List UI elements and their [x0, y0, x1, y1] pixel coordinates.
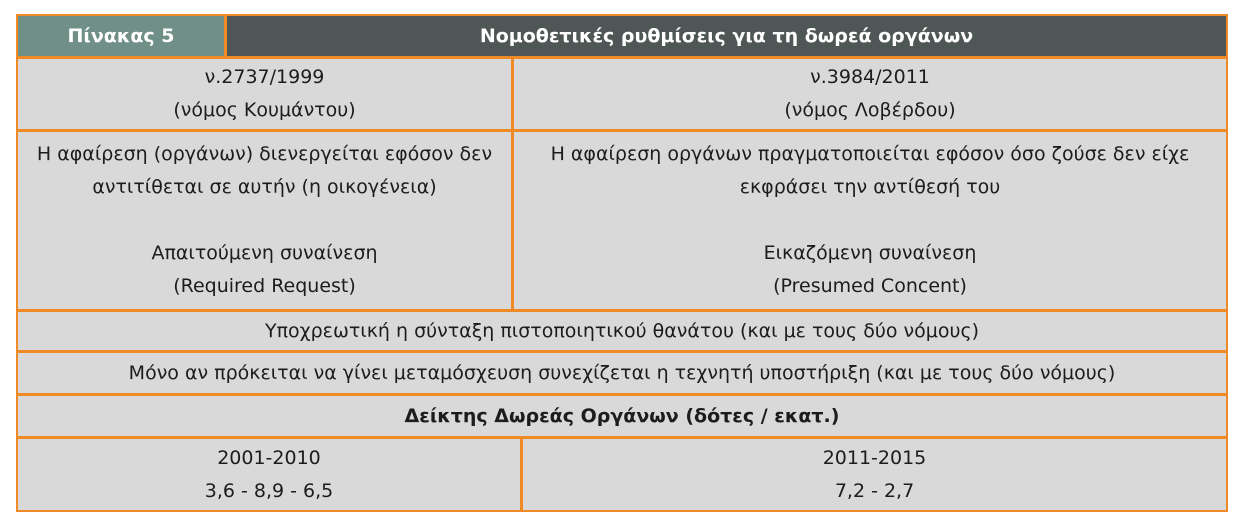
law-right-nickname: (νόμος Λοβέρδου)	[784, 99, 956, 121]
index-right-period: 2011-2015	[822, 446, 927, 469]
index-left-cell	[18, 439, 520, 510]
law-left-name: ν.2737/1999	[204, 66, 325, 88]
certificate-rule-cell	[18, 312, 1226, 350]
consent-right-type: Εικαζόμενη συναίνεση	[763, 242, 977, 264]
support-rule-cell	[18, 353, 1226, 393]
table-title-text: Νομοθετικές ρυθμίσεις για τη δωρεά οργάνων	[479, 24, 974, 47]
consent-right-line2: εκφράσει την αντίθεσή του	[739, 176, 1001, 198]
index-right-cell	[523, 439, 1226, 510]
support-rule-text: Μόνο αν πρόκειται να γίνει μεταμόσχευση συνεχίζεται η τεχνητή υποστήριξη (και με τους δύο νόμους)	[128, 361, 1116, 384]
consent-left-cell	[18, 132, 511, 309]
consent-left-line2: αντιτίθεται σε αυτήν (η οικογένεια)	[92, 176, 437, 198]
consent-left-type: Απαιτούμενη συναίνεση	[151, 242, 378, 264]
consent-left-line1: Η αφαίρεση (οργάνων) διενεργείται εφόσον δεν	[36, 143, 493, 165]
law-right-name: ν.3984/2011	[810, 66, 930, 88]
certificate-rule-text: Υποχρεωτική η σύνταξη πιστοποιητικού θανάτου (και με τους δύο νόμους)	[264, 319, 980, 342]
consent-right-line1: Η αφαίρεση οργάνων πραγματοποιείται εφόσον όσο ζούσε δεν είχε	[550, 143, 1190, 165]
donation-index-title-cell	[18, 396, 1226, 436]
law-right-cell	[514, 59, 1226, 129]
index-left-period: 2001-2010	[217, 446, 321, 469]
law-left-nickname: (νόμος Κουμάντου)	[173, 99, 356, 121]
table-title	[227, 16, 1226, 56]
index-left-values: 3,6 - 8,9 - 6,5	[204, 479, 334, 502]
law-left-cell	[18, 59, 511, 129]
consent-right-cell	[514, 132, 1226, 309]
consent-right-type-en: (Presumed Concent)	[773, 275, 967, 297]
legislation-table	[16, 14, 1228, 512]
consent-left-type-en: (Required Request)	[173, 275, 356, 297]
table-number-label	[18, 16, 224, 56]
donation-index-title: Δείκτης Δωρεάς Οργάνων (δότες / εκατ.)	[404, 404, 840, 427]
table-number-text: Πίνακας 5	[67, 24, 175, 47]
index-right-values: 7,2 - 2,7	[834, 479, 915, 502]
